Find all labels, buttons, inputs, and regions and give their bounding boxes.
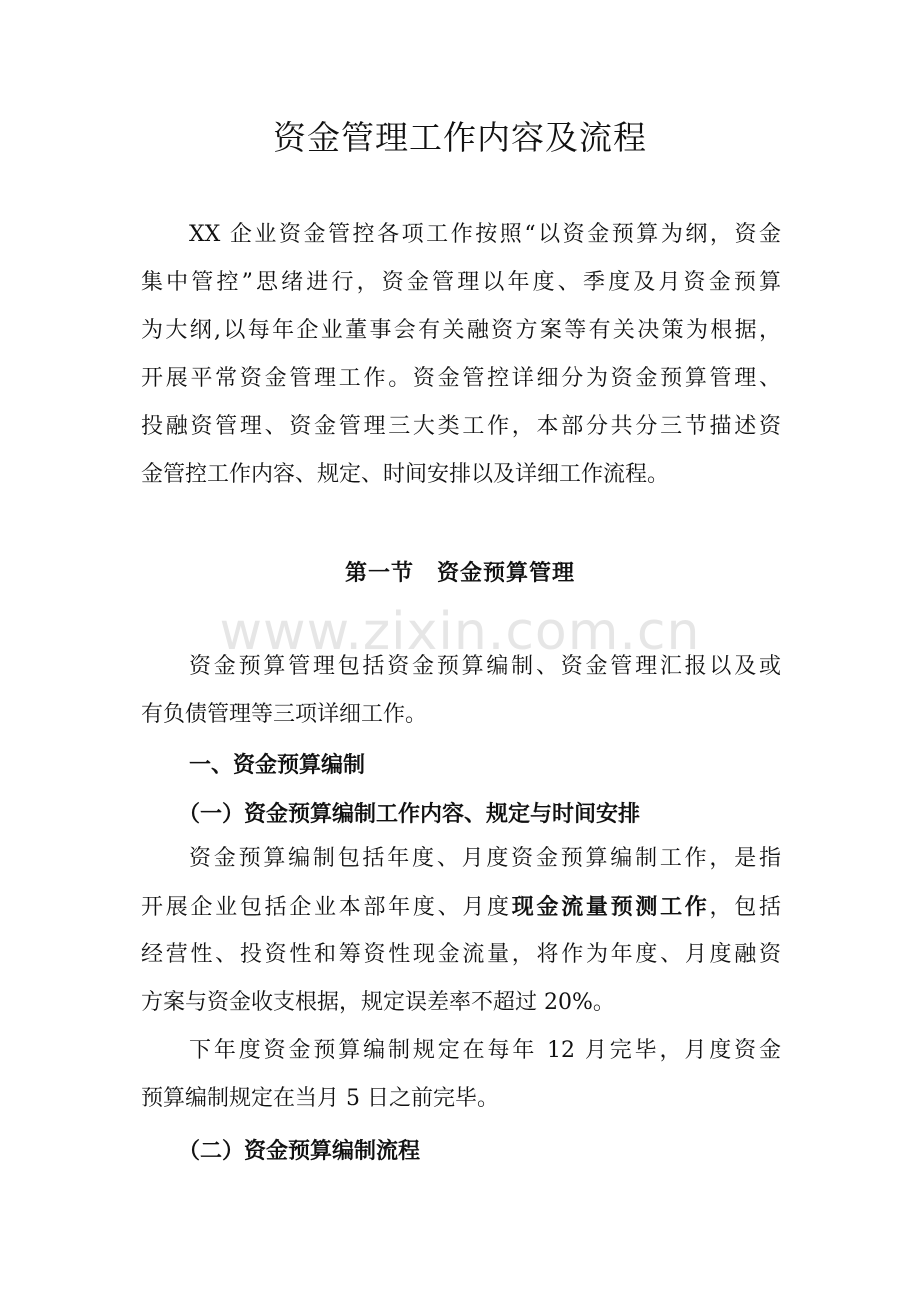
- intro-line: 金管控工作内容、规定、时间安排以及详细工作流程。: [141, 462, 670, 487]
- intro-line: 为大纲,以每年企业董事会有关融资方案等有关决策为根据，: [141, 318, 781, 343]
- document-title: 资金管理工作内容及流程: [273, 118, 647, 157]
- intro-line: 集中管控”思绪进行，资金管理以年度、季度及月资金预算: [141, 270, 781, 295]
- part-heading: 一、资金预算编制: [189, 752, 366, 778]
- text-run: 开展企业包括企业本部年度、月度: [141, 895, 512, 920]
- watermark: www.zixin.com.cn: [219, 602, 701, 662]
- text-run: ，包括: [709, 895, 781, 920]
- section-heading: 第一节 资金预算管理: [344, 560, 575, 586]
- intro-line: 开展平常资金管理工作。资金管控详细分为资金预算管理、: [141, 366, 781, 391]
- paragraph-line: 资金预算编制包括年度、月度资金预算编制工作，是指: [189, 846, 781, 871]
- section-intro-line: 资金预算管理包括资金预算编制、资金管理汇报以及或: [189, 654, 781, 679]
- intro-line: XX 企业资金管控各项工作按照“以资金预算为纲，资金: [189, 222, 781, 247]
- sub-heading: （二）资金预算编制流程: [178, 1138, 421, 1164]
- sub-heading: （一）资金预算编制工作内容、规定与时间安排: [178, 801, 641, 827]
- paragraph-line: 预算编制规定在当月 5 日之前完毕。: [141, 1086, 499, 1111]
- paragraph-line: 下年度资金预算编制规定在每年 12 月完毕，月度资金: [189, 1038, 781, 1063]
- intro-line: 投融资管理、资金管理三大类工作，本部分共分三节描述资: [141, 414, 781, 439]
- paragraph-line: 方案与资金收支根据，规定误差率不超过 20%。: [141, 990, 615, 1015]
- paragraph-line: 经营性、投资性和筹资性现金流量，将作为年度、月度融资: [141, 942, 781, 967]
- section-intro-line: 有负债管理等三项详细工作。: [141, 702, 428, 727]
- paragraph-line: [141, 892, 781, 923]
- bold-text-run: 现金流量预测工作: [511, 894, 710, 920]
